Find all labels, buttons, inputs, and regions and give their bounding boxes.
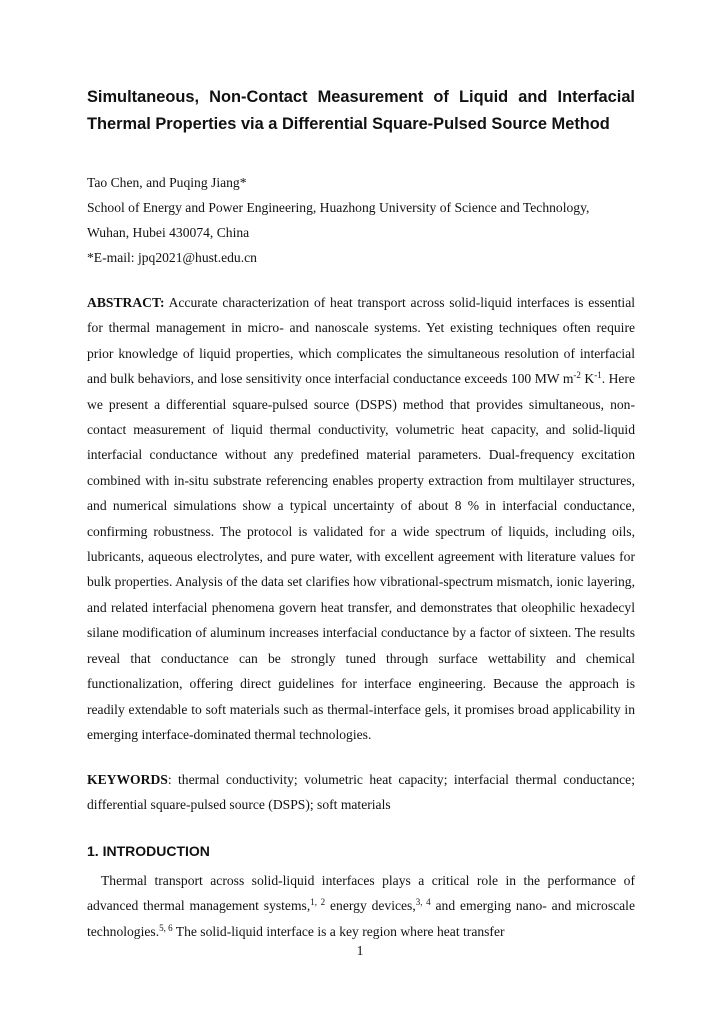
author-block [87, 170, 635, 270]
title-line-2: Thermal Properties via a Differential Square-Pulsed Source Method [87, 115, 610, 133]
keywords-label: KEYWORDS [87, 772, 168, 787]
abstract-label: ABSTRACT: [87, 295, 165, 310]
intro-text-c: and emerging nano- and microscale technologies. [87, 898, 635, 939]
keywords [87, 767, 635, 818]
abstract [87, 290, 635, 747]
contact-email: *E-mail: jpq2021@hust.edu.cn [87, 250, 257, 265]
abstract-superscript-1: -2 [573, 370, 581, 381]
keywords-text: : thermal conductivity; volumetric heat capacity; interfacial thermal conductance; differential square-pulsed source (DSPS); soft materials [87, 772, 635, 813]
section-heading-introduction: 1. INTRODUCTION [87, 843, 210, 859]
paper-title [87, 84, 635, 138]
affiliation-line-2: Wuhan, Hubei 430074, China [87, 225, 250, 240]
citation-a: 1, 2 [310, 897, 326, 908]
affiliation-line-1: School of Energy and Power Engineering, Huazhong University of Science and Technology, [87, 200, 590, 215]
abstract-text-1: Accurate characterization of heat transport across solid-liquid interfaces is essential for thermal management in micro- and nanoscale systems. Yet existing techniques often require prior knowledge of liquid properties, which complicates the simultaneous resolution of interfacial and bulk behaviors, and lose sensitivity once interfacial conductance exceeds 100 MW m [87, 295, 635, 387]
abstract-text-3: . Here we present a differential square-pulsed source (DSPS) method that provides simultaneous, non-contact measurement of liquid thermal conductivity, volumetric heat capacity, and solid-liquid interfacial conductance without any predefined material parameters. Dual-frequency excitation combined with in-situ substrate referencing enables property extraction from multilayer structures, and numerical simulations show a typical uncertainty of about 8 % in interfacial conductance, confirming robustness. The protocol is validated for a wide spectrum of liquids, including oils, lubricants, aqueous electrolytes, and pure water, with excellent agreement with literature values for bulk properties. Analysis of the data set clarifies how vibrational-spectrum mismatch, ionic layering, and related interfacial phenomena govern heat transfer, and demonstrates that oleophilic hexadecyl silane modification of aluminum increases interfacial conductance by a factor of sixteen. The results reveal that conductance can be strongly tuned through surface wettability and chemical functionalization, offering direct guidelines for interface engineering. Because the approach is readily extendable to soft materials such as thermal-interface gels, it promises broad applicability in emerging interface-dominated thermal technologies. [87, 371, 635, 742]
abstract-superscript-2: -1 [594, 370, 602, 381]
author-names: Tao Chen, and Puqing Jiang* [87, 175, 247, 190]
page-number: 1 [356, 943, 364, 958]
intro-text-d: The solid-liquid interface is a key region where heat transfer [172, 923, 505, 939]
introduction-paragraph [87, 868, 635, 944]
citation-c: 5, 6 [159, 922, 173, 933]
intro-text-a: Thermal transport across solid-liquid interfaces plays a critical role in the performance of advanced thermal management systems, [87, 873, 635, 914]
citation-b: 3, 4 [415, 897, 431, 908]
title-line-1: Simultaneous, Non-Contact Measurement of Liquid and Interfacial [87, 88, 635, 106]
abstract-text-2: K [580, 371, 595, 387]
intro-text-b: energy devices, [325, 898, 416, 914]
